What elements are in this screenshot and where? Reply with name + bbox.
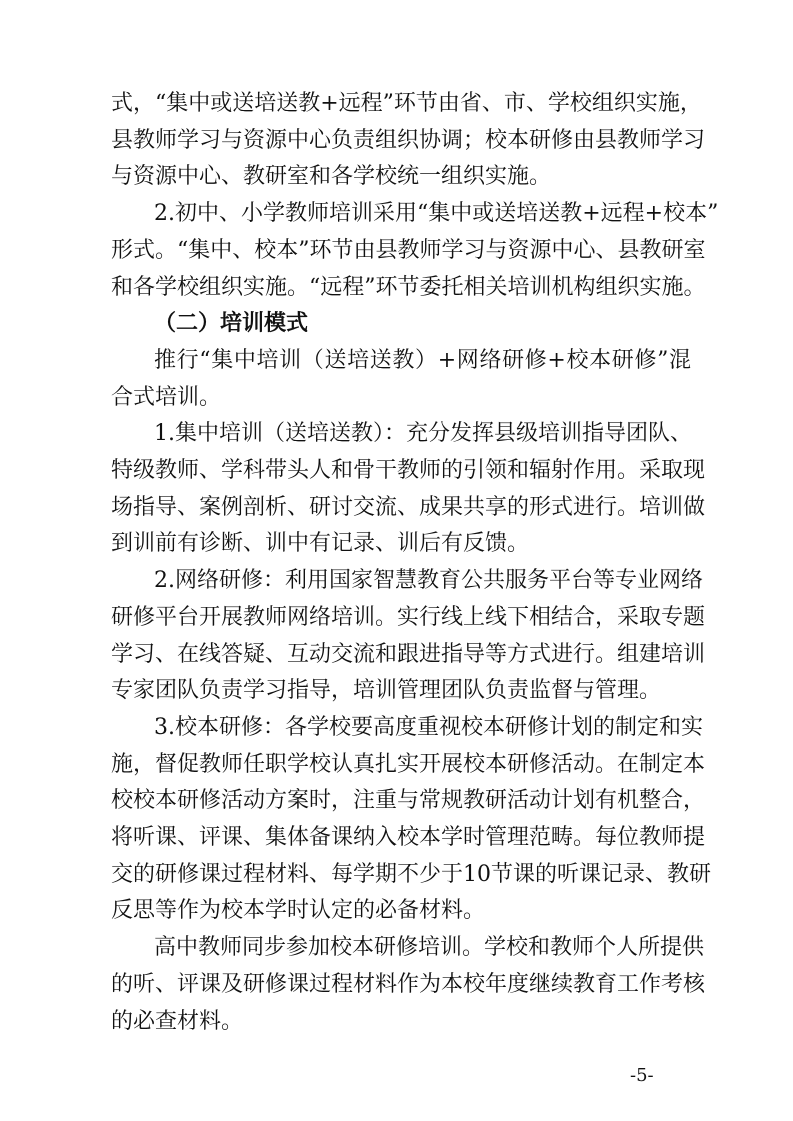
paragraph-line: 学习、在线答疑、互动交流和跟进指导等方式进行。组建培训: [111, 641, 706, 667]
paragraph-line: 交的研修课过程材料、每学期不少于10节课的听课记录、教研: [111, 861, 711, 887]
paragraph-line: 2.初中、小学教师培训采用“集中或送培送教+远程+校本”: [154, 201, 719, 227]
paragraph-line: 和各学校组织实施。“远程”环节委托相关培训机构组织实施。: [111, 274, 706, 300]
paragraph-line: 场指导、案例剖析、研讨交流、成果共享的形式进行。培训做: [111, 494, 706, 520]
paragraph-line: 合式培训。: [111, 384, 222, 410]
paragraph-line: 到训前有诊断、训中有记录、训后有反馈。: [111, 531, 530, 557]
paragraph-line: 研修平台开展教师网络培训。实行线上线下相结合，采取专题: [111, 604, 706, 630]
paragraph-line: 的必查材料。: [111, 1008, 244, 1034]
paragraph-line: 施，督促教师任职学校认真扎实开展校本研修活动。在制定本: [111, 751, 706, 777]
paragraph-line: 将听课、评课、集体备课纳入校本学时管理范畴。每位教师提: [111, 825, 706, 850]
paragraph-line: 校校本研修活动方案时，注重与常规教研活动计划有机整合，: [111, 788, 706, 814]
paragraph-line: 3.校本研修：各学校要高度重视校本研修计划的制定和实: [154, 714, 703, 740]
paragraph-line: 1.集中培训（送培送教）：充分发挥县级培训指导团队、: [154, 421, 692, 447]
page-number: -5-: [630, 1065, 654, 1086]
paragraph-line: 专家团队负责学习指导，培训管理团队负责监督与管理。: [111, 678, 662, 704]
paragraph-line: 的听、评课及研修课过程材料作为本校年度继续教育工作考核: [111, 971, 706, 997]
paragraph-line: 反思等作为校本学时认定的必备材料。: [111, 898, 486, 924]
paragraph-line: 特级教师、学科带头人和骨干教师的引领和辐射作用。采取现: [111, 458, 706, 483]
paragraph-line: 式，“集中或送培送教+远程”环节由省、市、学校组织实施，: [111, 91, 702, 116]
section-heading: （二）培训模式: [154, 311, 309, 337]
paragraph-line: 2.网络研修：利用国家智慧教育公共服务平台等专业网络: [154, 568, 703, 594]
paragraph-line: 形式。“集中、校本”环节由县教师学习与资源中心、县教研室: [111, 237, 706, 263]
paragraph-line: 高中教师同步参加校本研修培训。学校和教师个人所提供: [154, 935, 705, 961]
paragraph-line: 与资源中心、教研室和各学校统一组织实施。: [111, 164, 552, 190]
paragraph-line: 县教师学习与资源中心负责组织协调；校本研修由县教师学习: [111, 127, 706, 153]
paragraph-line: 推行“集中培训（送培送教）+网络研修+校本研修”混: [154, 347, 691, 373]
